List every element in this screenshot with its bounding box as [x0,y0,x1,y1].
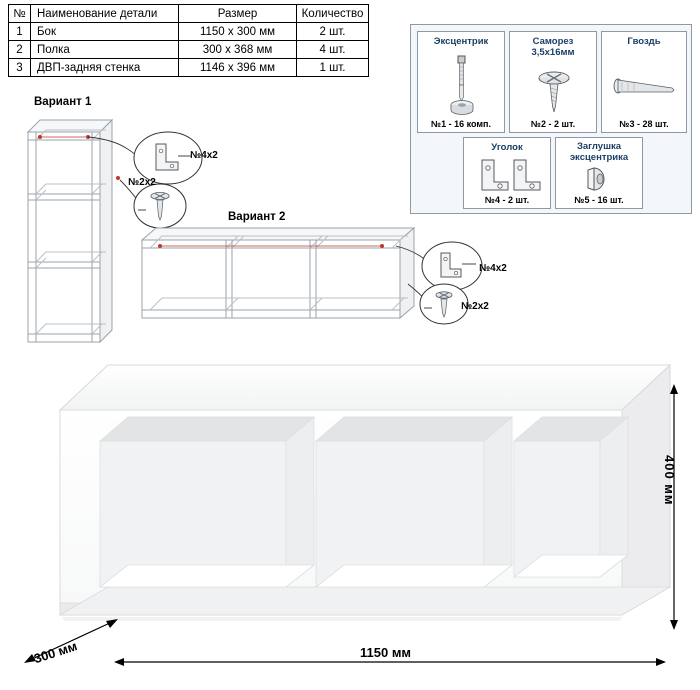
hardware-title-eccentric: Эксцентрик [433,36,489,47]
cell-part-name: ДВП-задняя стенка [31,59,179,77]
hardware-caption-nail: №3 - 28 шт. [619,119,669,129]
cell-size: 1146 x 396 мм [179,59,297,77]
hardware-title-cap-line2: эксцентрика [569,152,629,163]
variant-1-callout-screw: №2x2 [128,177,156,188]
hardware-caption-eccentric: №1 - 16 комп. [431,119,491,129]
cell-quantity: 4 шт. [297,41,369,59]
cell-number: 2 [9,41,31,59]
table-row [9,59,369,77]
width-dimension-label: 1150 мм [360,645,412,660]
parts-table [8,4,369,77]
variant-2-callout-screw: №2x2 [461,301,489,312]
eccentric-icon [418,52,504,118]
cell-quantity: 1 шт. [297,59,369,77]
table-row [9,23,369,41]
hardware-title-screw-line2: 3,5x16мм [531,47,575,58]
cell-part-name: Полка [31,41,179,59]
cell-number: 1 [9,23,31,41]
table-header-row [9,5,369,23]
hardware-item-nail [601,31,687,133]
hardware-title-screw-line1: Саморез [532,36,574,47]
column-header-size: Размер [179,5,297,23]
variant-2-callout-bracket: №4x2 [479,263,507,274]
height-dimension-label: 400 мм [662,455,677,506]
cell-part-name: Бок [31,23,179,41]
eccentric-cap-icon [556,164,642,194]
hardware-legend-panel [410,24,692,214]
variant-2-label: Вариант 2 [228,211,286,223]
variant-2-drawing [130,222,490,332]
hardware-caption-corner-bracket: №4 - 2 шт. [484,195,530,205]
hardware-title-corner-bracket: Уголок [491,142,523,153]
depth-dimension-label: 300 мм [32,638,80,667]
cell-size: 300 x 368 мм [179,41,297,59]
hardware-caption-screw: №2 - 2 шт. [530,119,576,129]
hardware-item-corner-bracket [463,137,551,209]
height-dimension-line [660,382,694,632]
corner-bracket-icon [464,156,550,194]
column-header-number: № [9,5,31,23]
hardware-title-nail: Гвоздь [627,36,661,47]
column-header-quantity: Количество [297,5,369,23]
variant-1-label: Вариант 1 [34,96,92,108]
hardware-item-eccentric [417,31,505,133]
hardware-caption-eccentric-cap: №5 - 16 шт. [574,195,624,205]
cell-number: 3 [9,59,31,77]
column-header-part-name: Наименование детали [31,5,179,23]
nail-icon [602,62,686,118]
hardware-item-eccentric-cap [555,137,643,209]
cell-quantity: 2 шт. [297,23,369,41]
hardware-title-cap-line1: Заглушка [576,141,622,152]
cell-size: 1150 x 300 мм [179,23,297,41]
hardware-item-screw [509,31,597,133]
screw-icon [510,62,596,118]
variant-1-callout-bracket: №4x2 [190,150,218,161]
table-row [9,41,369,59]
